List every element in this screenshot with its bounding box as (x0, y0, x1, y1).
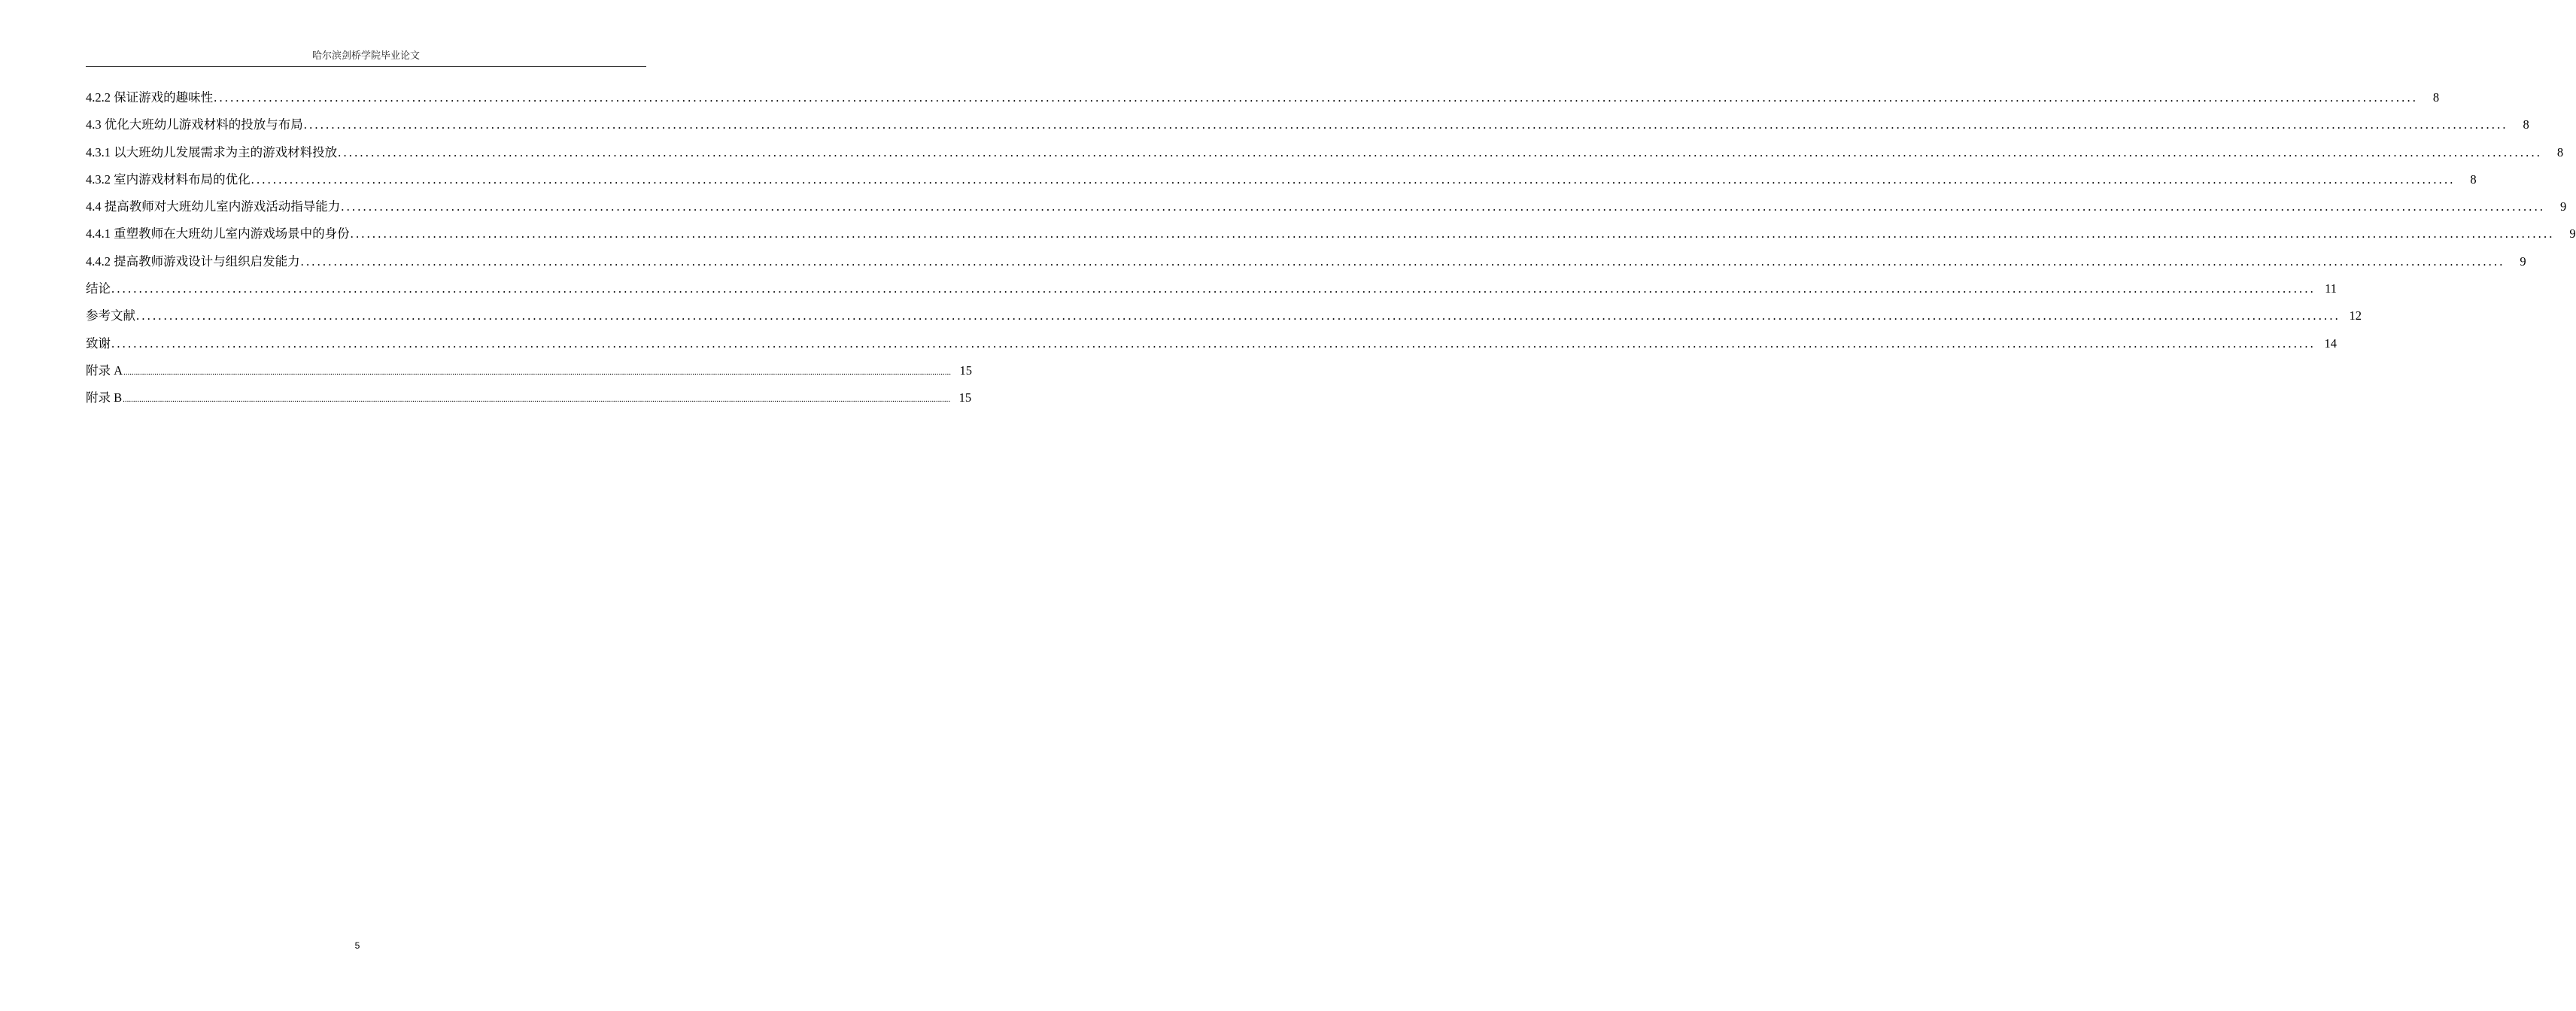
toc-entry-title: 4.3.2 室内游戏材料布局的优化 (86, 172, 251, 187)
toc-entry-page: 15 (958, 390, 972, 405)
toc-entry-title: 4.2.2 保证游戏的趣味性 (86, 90, 214, 105)
header-divider (86, 66, 646, 67)
toc-entry-page: 14 (2324, 335, 2337, 351)
toc-entry-title: 4.4.1 重塑教师在大班幼儿室内游戏场景中的身份 (86, 226, 350, 241)
page-number: 5 (354, 940, 360, 951)
toc-entry[interactable] (86, 253, 2526, 280)
toc-entry-page: 8 (2470, 172, 2477, 187)
toc-entry[interactable] (86, 362, 973, 389)
toc-entry-title: 4.4.2 提高教师游戏设计与组织启发能力 (86, 254, 300, 269)
toc-entry-page: 9 (2520, 254, 2526, 269)
toc-leader-dots: ................................................................................................................................................................................................................................................................................................................................................................................................................ (111, 281, 2316, 296)
toc-entry-page: 12 (2349, 308, 2362, 323)
toc-entry-title: 附录 B (86, 390, 123, 405)
toc-leader-dots: ................................................................................................................................................................................................................................................................................................................................................................................................................ (338, 144, 2543, 159)
toc-leader-dots: ................................................................................................................................................................................................................................................................................................................................................................................................................ (214, 90, 2419, 105)
toc-entry-title: 4.4 提高教师对大班幼儿室内游戏活动指导能力 (86, 199, 341, 214)
toc-entry[interactable] (86, 89, 2440, 116)
toc-entry-title: 4.3.1 以大班幼儿发展需求为主的游戏材料投放 (86, 144, 338, 159)
toc-entry[interactable] (86, 116, 2529, 143)
toc-entry-page: 9 (2560, 199, 2567, 214)
toc-entry[interactable] (86, 171, 2477, 198)
toc-leader-dots: ................................................................................................................................................................................................................................................................................................................................................................................................................ (123, 367, 952, 377)
toc-leader-dots: ................................................................................................................................................................................................................................................................................................................................................................................................................ (350, 226, 2555, 241)
table-of-contents (86, 89, 2576, 417)
toc-entry[interactable] (86, 335, 2337, 362)
toc-entry-title: 附录 A (86, 363, 123, 378)
toc-entry[interactable] (86, 389, 972, 416)
toc-entry-title: 致谢 (86, 335, 111, 351)
toc-leader-dots: ................................................................................................................................................................................................................................................................................................................................................................................................................ (123, 395, 951, 405)
toc-entry[interactable] (86, 198, 2567, 225)
toc-leader-dots: ................................................................................................................................................................................................................................................................................................................................................................................................................ (111, 335, 2316, 351)
toc-entry-page: 8 (2432, 90, 2440, 105)
toc-entry-page: 15 (959, 363, 973, 378)
toc-entry-title: 4.3 优化大班幼儿游戏材料的投放与布局 (86, 117, 303, 132)
toc-entry-page: 11 (2325, 281, 2337, 296)
toc-entry-title: 结论 (86, 281, 111, 296)
toc-leader-dots: ................................................................................................................................................................................................................................................................................................................................................................................................................ (251, 172, 2456, 187)
page-header: 哈尔滨剑桥学院毕业论文 (311, 50, 420, 61)
toc-leader-dots: ................................................................................................................................................................................................................................................................................................................................................................................................................ (136, 308, 2341, 323)
toc-entry[interactable] (86, 225, 2576, 252)
toc-entry-page: 9 (2569, 226, 2576, 241)
toc-entry-title: 参考文献 (86, 308, 135, 323)
toc-leader-dots: ................................................................................................................................................................................................................................................................................................................................................................................................................ (341, 199, 2546, 214)
toc-entry[interactable] (86, 144, 2564, 171)
toc-entry-page: 8 (2556, 144, 2564, 159)
toc-entry[interactable] (86, 307, 2362, 334)
toc-entry-page: 8 (2523, 117, 2529, 132)
toc-leader-dots: ................................................................................................................................................................................................................................................................................................................................................................................................................ (300, 254, 2505, 269)
toc-entry[interactable] (86, 280, 2337, 307)
toc-leader-dots: ................................................................................................................................................................................................................................................................................................................................................................................................................ (303, 117, 2508, 132)
